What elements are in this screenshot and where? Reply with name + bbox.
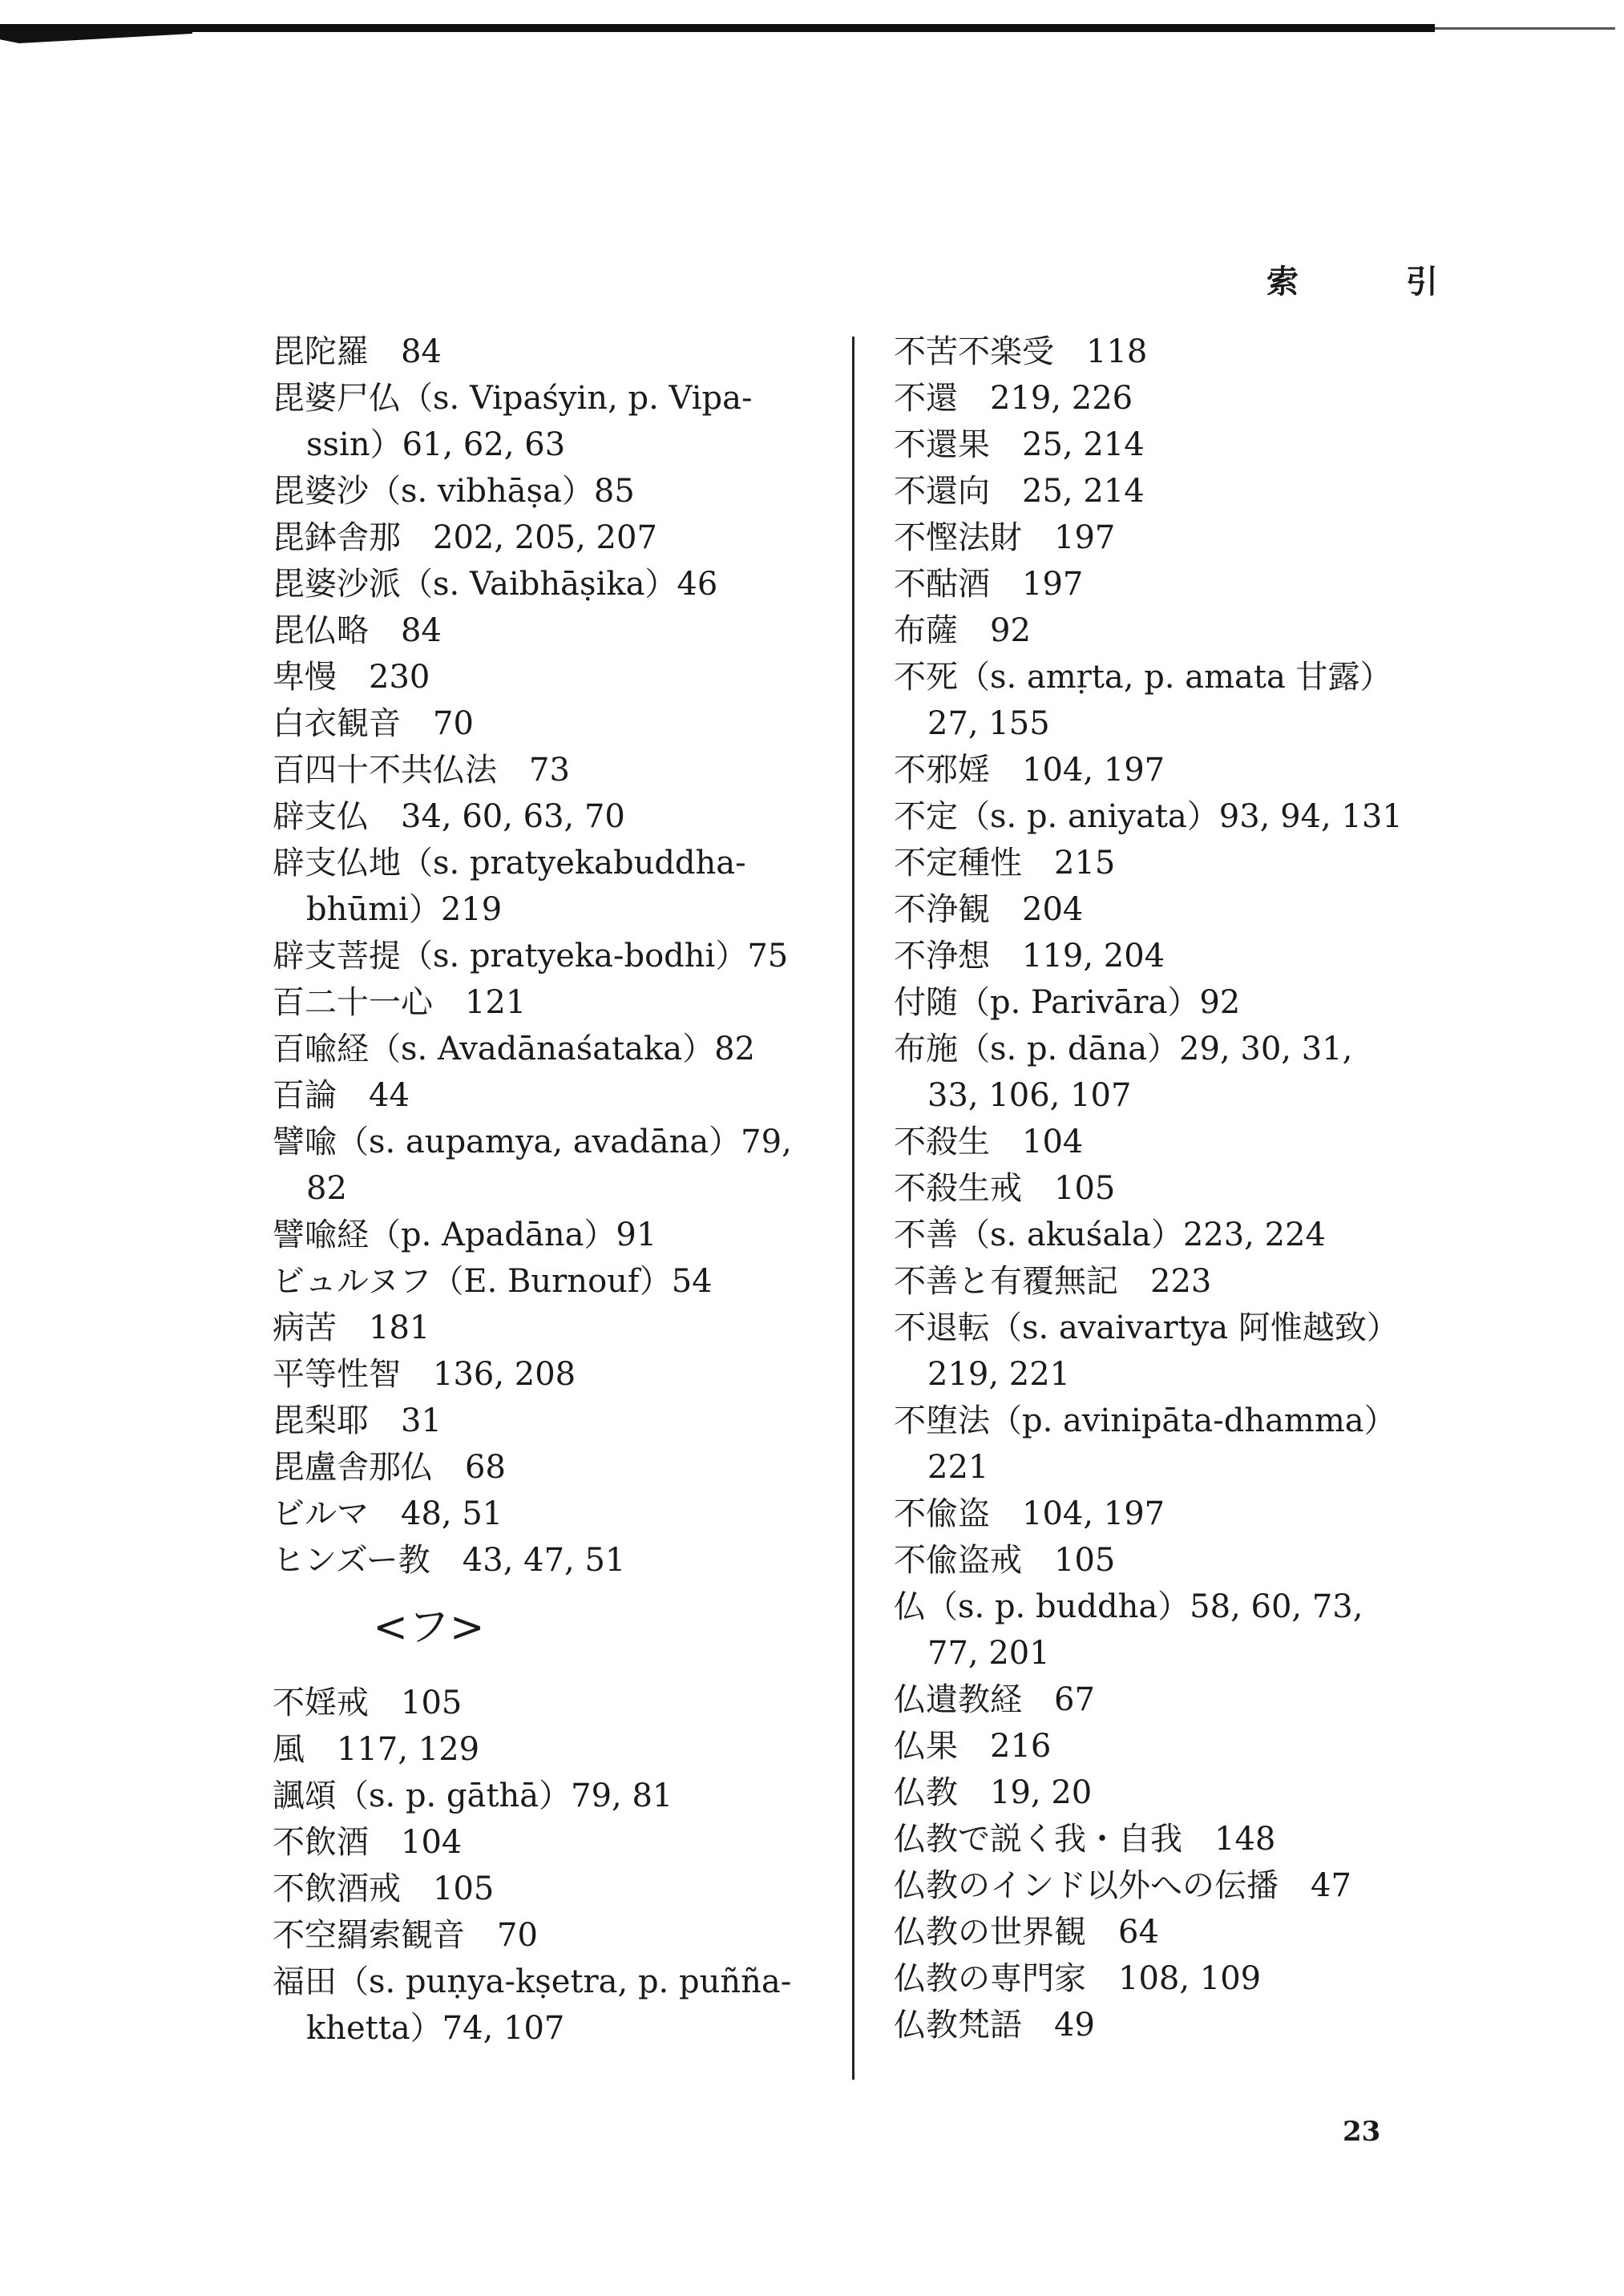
index-entry: 辟支菩提（s. pratyeka-bodhi）75 <box>273 938 789 974</box>
index-entry: khetta）74, 107 <box>306 2010 565 2047</box>
index-entry: 不還向 25, 214 <box>894 473 1145 510</box>
index-entry: 毘鉢舎那 202, 205, 207 <box>273 519 657 556</box>
top-rule-hook <box>0 30 192 43</box>
index-entry: 毘婆沙（s. vibhāṣa）85 <box>273 473 635 510</box>
index-entry: 仏教梵語 49 <box>894 2007 1095 2044</box>
index-entry: 百論 44 <box>273 1077 410 1114</box>
index-entry: bhūmi）219 <box>306 891 503 928</box>
index-entry: 不苦不楽受 118 <box>894 333 1148 370</box>
index-entry: 毘婆沙派（s. Vaibhāṣika）46 <box>273 566 718 603</box>
index-entry: ビルマ 48, 51 <box>273 1495 503 1532</box>
index-entry: 不邪婬 104, 197 <box>894 752 1165 789</box>
index-entry: 仏遺教経 67 <box>894 1681 1095 1718</box>
index-entry: 毘盧舎那仏 68 <box>273 1449 506 1486</box>
index-entry: ビュルヌフ（E. Burnouf）54 <box>273 1263 713 1300</box>
section-heading-fu: <フ> <box>373 1604 485 1652</box>
index-entry: 毘仏略 84 <box>273 612 442 649</box>
index-entry: 付随（p. Parivāra）92 <box>894 984 1241 1021</box>
index-entry: ssin）61, 62, 63 <box>306 426 566 463</box>
top-rule <box>0 24 1435 32</box>
index-entry: 27, 155 <box>927 705 1050 742</box>
index-entry: 福田（s. puṇya-kṣetra, p. puñña- <box>273 1963 792 2000</box>
right-entries <box>894 329 1455 2048</box>
index-entry: 219, 221 <box>927 1356 1071 1393</box>
index-entry: 毘婆尸仏（s. Vipaśyin, p. Vipa- <box>273 380 753 417</box>
left-entries-b <box>273 1680 834 2052</box>
index-entry: 仏果 216 <box>894 1728 1052 1765</box>
index-entry: 不善と有覆無記 223 <box>894 1263 1212 1300</box>
index-entry: 白衣観音 70 <box>273 705 474 742</box>
index-entry: 不死（s. amṛta, p. amata 甘露） <box>894 659 1392 696</box>
index-entry: 布施（s. p. dāna）29, 30, 31, <box>894 1031 1353 1067</box>
index-entry: 風 117, 129 <box>273 1731 480 1768</box>
index-entry: 卑慢 230 <box>273 659 430 696</box>
index-entry: 77, 201 <box>927 1635 1050 1672</box>
index-entry: 不堕法（p. avinipāta-dhamma） <box>894 1402 1396 1439</box>
index-entry: 平等性智 136, 208 <box>273 1356 576 1393</box>
index-entry: 譬喩経（p. Apadāna）91 <box>273 1217 657 1253</box>
index-entry: 仏教のインド以外への伝播 47 <box>894 1867 1351 1904</box>
index-entry: 仏教の専門家 108, 109 <box>894 1960 1262 1997</box>
index-entry: 仏教 19, 20 <box>894 1774 1093 1811</box>
index-entry: 不定（s. p. aniyata）93, 94, 131 <box>894 798 1403 835</box>
left-column <box>273 329 834 2052</box>
index-entry: 百喩経（s. Avadānaśataka）82 <box>273 1031 756 1067</box>
index-entry: 諷頌（s. p. gāthā）79, 81 <box>273 1777 673 1814</box>
page-number: 23 <box>1343 2116 1381 2148</box>
index-entry: 毘陀羅 84 <box>273 333 442 370</box>
running-head: 索 引 <box>1266 263 1486 301</box>
index-entry: 不定種性 215 <box>894 845 1116 882</box>
index-entry: 不浄観 204 <box>894 891 1084 928</box>
index-entry: 不慳法財 197 <box>894 519 1116 556</box>
index-entry: 百二十一心 121 <box>273 984 527 1021</box>
index-entry: 221 <box>927 1449 989 1486</box>
index-entry: 不飲酒 104 <box>273 1824 463 1861</box>
top-rule-tail <box>1435 27 1615 30</box>
index-entry: 譬喩（s. aupamya, avadāna）79, <box>273 1124 792 1160</box>
index-entry: ヒンズー教 43, 47, 51 <box>273 1542 626 1579</box>
index-entry: 不飲酒戒 105 <box>273 1870 495 1907</box>
index-entry: 辟支仏 34, 60, 63, 70 <box>273 798 625 835</box>
index-entry: 仏（s. p. buddha）58, 60, 73, <box>894 1588 1363 1625</box>
index-entry: 不浄想 119, 204 <box>894 938 1165 974</box>
index-entry: 33, 106, 107 <box>927 1077 1132 1114</box>
index-entry: 辟支仏地（s. pratyekabuddha- <box>273 845 746 882</box>
index-entry: 不酤酒 197 <box>894 566 1084 603</box>
index-entry: 不善（s. akuśala）223, 224 <box>894 1217 1326 1253</box>
column-divider <box>852 337 854 2080</box>
index-entry: 不殺生戒 105 <box>894 1170 1116 1207</box>
index-entry: 百四十不共仏法 73 <box>273 752 570 789</box>
left-entries-a <box>273 329 834 1584</box>
index-entry: 不退転（s. avaivartya 阿惟越致） <box>894 1309 1399 1346</box>
index-entry: 82 <box>306 1170 347 1207</box>
index-entry: 病苦 181 <box>273 1309 430 1346</box>
index-entry: 不還果 25, 214 <box>894 426 1145 463</box>
index-entry: 不婬戒 105 <box>273 1685 463 1721</box>
index-entry: 不偸盗戒 105 <box>894 1542 1116 1579</box>
index-entry: 布薩 92 <box>894 612 1031 649</box>
index-entry: 不空羂索観音 70 <box>273 1917 538 1954</box>
index-entry: 不還 219, 226 <box>894 380 1133 417</box>
index-entry: 不偸盗 104, 197 <box>894 1495 1165 1532</box>
right-column <box>894 329 1455 2048</box>
index-entry: 毘梨耶 31 <box>273 1402 442 1439</box>
index-entry: 仏教で説く我・自我 148 <box>894 1821 1276 1858</box>
index-entry: 仏教の世界観 64 <box>894 1914 1159 1951</box>
index-entry: 不殺生 104 <box>894 1124 1084 1160</box>
